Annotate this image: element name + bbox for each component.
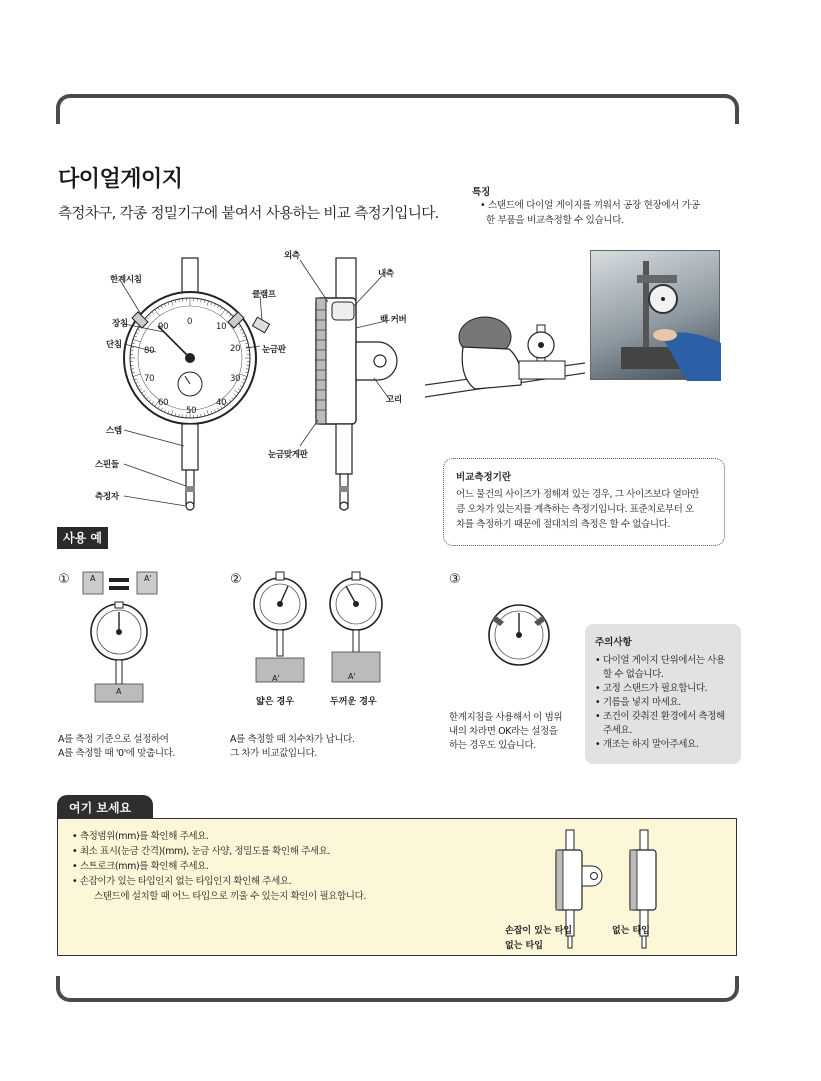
step-1-base-label: A (116, 687, 122, 696)
usage-examples-tag: 사용 예 (57, 527, 108, 549)
look-here-item: • 스트로크(mm)를 확인해 주세요. (72, 861, 209, 872)
step-2-thin-block-label: A' (272, 674, 280, 683)
label-limit-pointer: 한계시침 (110, 275, 142, 285)
label-stem: 스템 (106, 426, 122, 436)
label-spindle: 스핀들 (95, 460, 119, 470)
comparison-line-3: 차를 측정하기 때문에 절대치의 측정은 할 수 없습니다. (456, 519, 671, 530)
page-title: 다이얼게이지 (58, 167, 183, 192)
features-line-2: 한 부품을 비교측정할 수 있습니다. (486, 215, 624, 226)
scale-number: 80 (144, 346, 155, 356)
look-here-tab: 여기 보세요 (57, 795, 153, 819)
step-1-block-a-label: A (90, 574, 96, 583)
type-without-lug-label-b: 없는 타입 (612, 926, 650, 936)
step-3-number: ③ (449, 572, 461, 587)
step-1-number: ① (58, 572, 70, 587)
type-without-lug-label-a: 없는 타입 (505, 941, 543, 951)
page-frame-bottom (56, 976, 739, 1002)
label-long-hand: 장침 (112, 319, 128, 329)
caution-item: • 조건이 갖춰진 환경에서 측정해 주세요. (595, 711, 725, 736)
look-here-item-4-continued: 스탠드에 설치할 때 어느 타입으로 끼울 수 있는지 확인이 필요합니다. (94, 891, 366, 902)
step-1-caption-line-1: A를 측정 기준으로 설정하여 (58, 734, 169, 745)
comparison-gauge-definition (443, 458, 725, 546)
look-here-item: • 최소 표시(눈금 간격)(mm), 눈금 사양, 정밀도를 확인해 주세요. (72, 846, 331, 857)
caution-item: • 고정 스탠드가 필요합니다. (595, 683, 708, 694)
label-dial-ring: 눈금맞게판 (268, 450, 308, 460)
type-with-lug-label: 손잡이 있는 타입 (505, 926, 573, 936)
step-2-illustration (240, 568, 400, 688)
stand-gauge-photo (590, 250, 720, 380)
caution-item: • 다이얼 게이지 단위에서는 사용할 수 없습니다. (595, 655, 725, 680)
step-3-illustration (484, 600, 554, 670)
label-short-hand: 단침 (106, 340, 122, 350)
label-contact-point: 측정자 (95, 492, 119, 502)
look-here-item: • 손잡이가 있는 타입인지 없는 타입인지 확인해 주세요. (72, 876, 292, 887)
photo-content (591, 251, 721, 381)
page-subtitle: 측정차구, 각종 정밀기구에 붙여서 사용하는 비교 측정기입니다. (58, 206, 439, 222)
caution-heading: 주의사항 (595, 637, 632, 648)
features-body (480, 198, 720, 228)
step-1-caption-line-2: A를 측정할 때 '0'에 맞춥니다. (58, 748, 176, 759)
caution-list (595, 654, 733, 752)
step-1-caption (58, 733, 175, 761)
step-3-caption-line-1: 한계지침을 사용해서 이 범위 (449, 712, 563, 723)
step-2-caption-line-1: A를 측정할 때 치수차가 납니다. (230, 734, 355, 745)
caution-box (585, 624, 741, 764)
scale-number: 30 (230, 374, 241, 384)
look-here-item: • 측정범위(mm)를 확인해 주세요. (72, 831, 209, 842)
comparison-heading: 비교측정기란 (456, 472, 512, 483)
label-outer: 외측 (284, 251, 300, 261)
page-frame-top (56, 94, 739, 124)
scale-number: 40 (216, 398, 227, 408)
caution-item: • 기름을 넣지 마세요. (595, 697, 681, 708)
scale-number: 60 (158, 398, 169, 408)
scale-number: 0 (187, 317, 193, 327)
step-3-caption-line-3: 하는 경우도 있습니다. (449, 740, 536, 751)
step-2-caption-line-2: 그 차가 비교값입니다. (230, 748, 317, 759)
scale-number: 90 (158, 322, 169, 332)
label-clamp: 클램프 (252, 290, 276, 300)
scale-number: 10 (216, 322, 227, 332)
label-dial-plate: 눈금판 (262, 345, 286, 355)
step-2-thin-label: 얇은 경우 (256, 697, 294, 707)
step-2-thick-block-label: A' (348, 672, 356, 681)
step-3-caption-line-2: 내의 차라면 OK라는 설정을 (449, 726, 558, 737)
step-1-block-b-label: A' (144, 574, 152, 583)
step-2-number: ② (230, 572, 242, 587)
features-line-1: • 스탠드에 다이얼 게이지를 끼워서 공장 현장에서 가공 (480, 200, 700, 211)
comparison-line-2: 큼 오차가 있는지를 계측하는 측정기입니다. 표준치로부터 오 (456, 504, 694, 515)
step-3-caption (449, 711, 562, 753)
step-2-thick-label: 두꺼운 경우 (330, 697, 377, 707)
side-gauge-illustration (270, 250, 420, 520)
comparison-line-1: 어느 물건의 사이즈가 정해져 있는 경우, 그 사이즈보다 얼마만 (456, 489, 700, 500)
features-heading: 특징 (472, 187, 491, 198)
label-inner: 내측 (378, 269, 394, 279)
scale-number: 50 (186, 406, 197, 416)
scale-number: 20 (230, 344, 241, 354)
step-2-caption (230, 733, 355, 761)
caution-item: • 개조는 하지 말아주세요. (595, 739, 699, 750)
scale-number: 70 (144, 374, 155, 384)
label-lug: 고리 (386, 395, 402, 405)
worker-measuring-illustration (425, 285, 585, 425)
label-back-cover: 백 커버 (380, 315, 407, 325)
